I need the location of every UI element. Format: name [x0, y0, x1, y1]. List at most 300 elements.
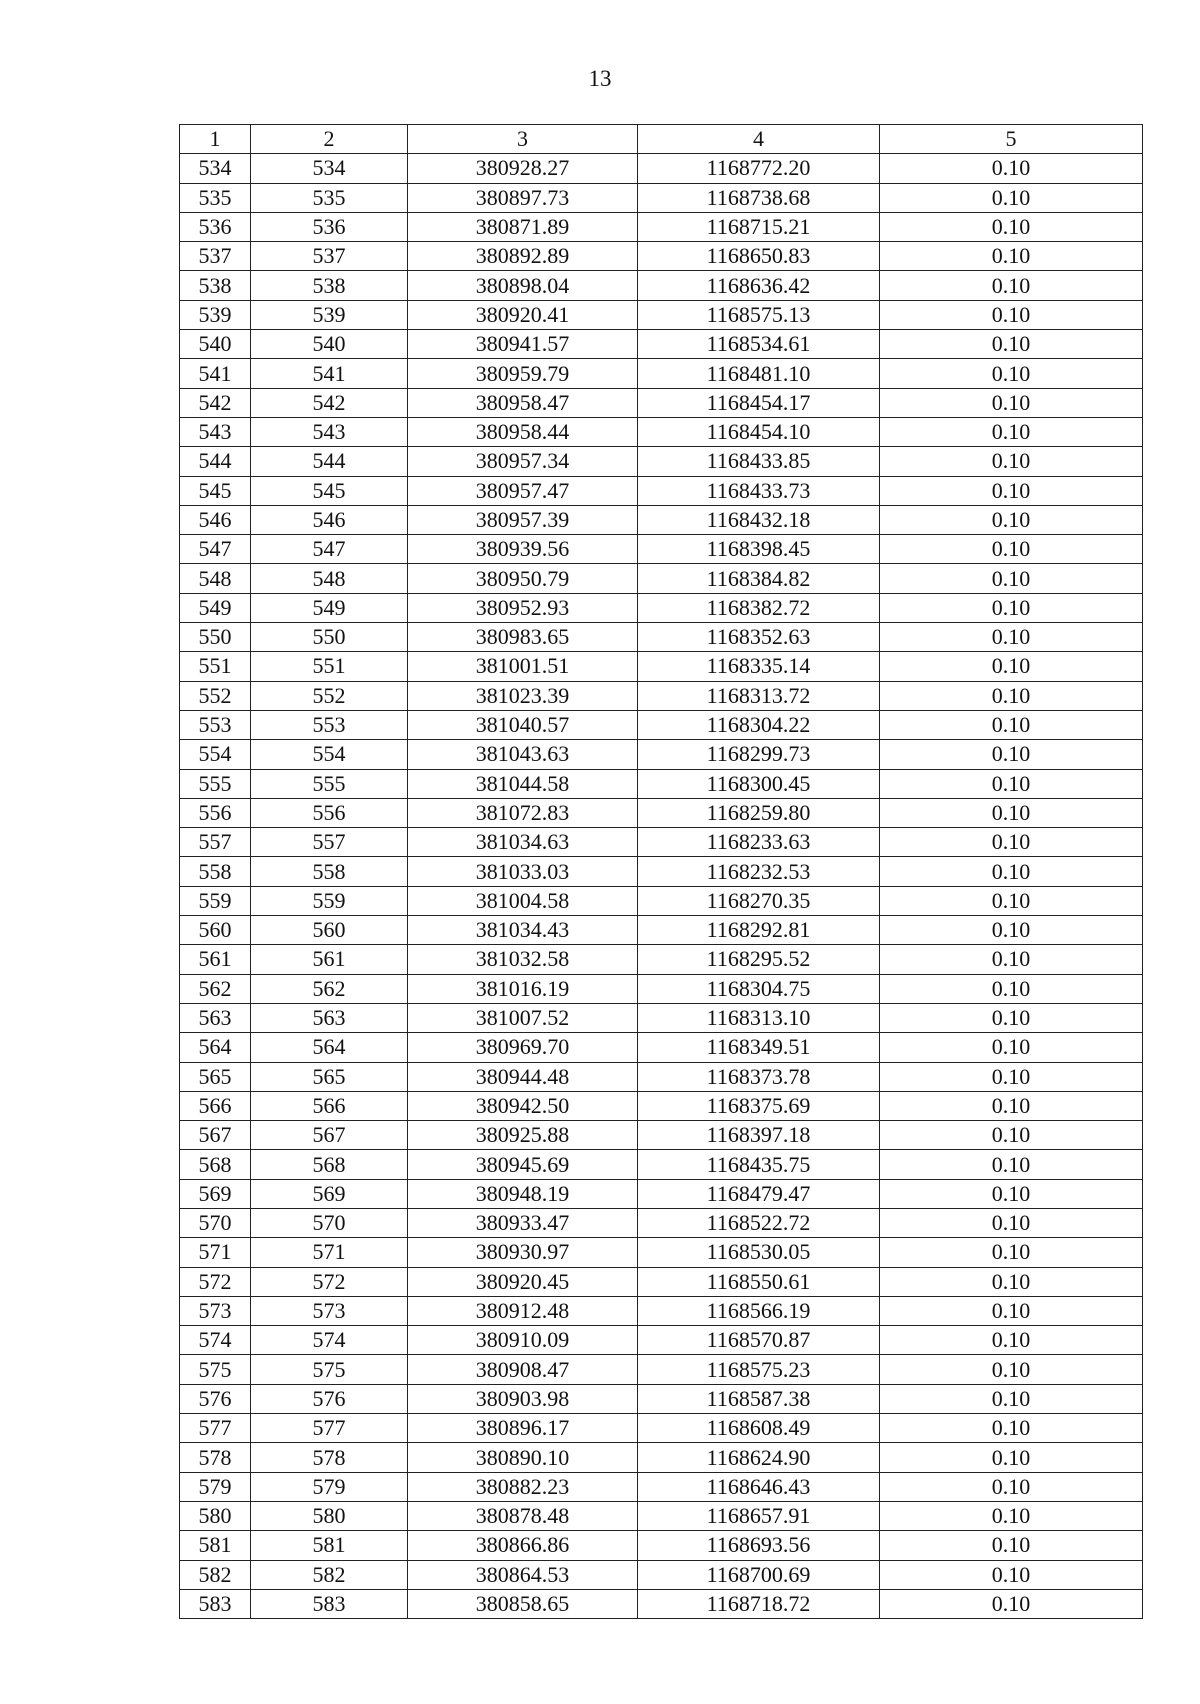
table-cell: 380878.48: [408, 1501, 638, 1530]
table-cell: 1168352.63: [638, 623, 880, 652]
table-cell: 381034.63: [408, 828, 638, 857]
table-cell: 1168299.73: [638, 740, 880, 769]
table-cell: 0.10: [880, 974, 1143, 1003]
table-row: [180, 476, 1143, 505]
table-row: [180, 623, 1143, 652]
table-cell: 380944.48: [408, 1062, 638, 1091]
table-cell: 1168636.42: [638, 271, 880, 300]
table-cell: 1168566.19: [638, 1296, 880, 1325]
table-cell: 559: [180, 886, 251, 915]
table-cell: 380908.47: [408, 1355, 638, 1384]
table-cell: 541: [180, 359, 251, 388]
table-cell: 578: [180, 1443, 251, 1472]
table-cell: 380925.88: [408, 1121, 638, 1150]
table-cell: 1168522.72: [638, 1208, 880, 1237]
table-cell: 1168530.05: [638, 1238, 880, 1267]
table-cell: 381043.63: [408, 740, 638, 769]
table-cell: 562: [180, 974, 251, 1003]
table-row: [180, 1355, 1143, 1384]
table-cell: 1168575.23: [638, 1355, 880, 1384]
table-row: [180, 154, 1143, 183]
table-cell: 560: [251, 916, 408, 945]
table-cell: 547: [251, 535, 408, 564]
table-cell: 1168481.10: [638, 359, 880, 388]
table-cell: 576: [180, 1384, 251, 1413]
table-row: [180, 798, 1143, 827]
table-row: [180, 1531, 1143, 1560]
table-cell: 1168738.68: [638, 183, 880, 212]
table-cell: 0.10: [880, 1560, 1143, 1589]
table-row: [180, 1091, 1143, 1120]
table-cell: 565: [251, 1062, 408, 1091]
table-cell: 559: [251, 886, 408, 915]
table-row: [180, 1208, 1143, 1237]
table-cell: 0.10: [880, 828, 1143, 857]
table-cell: 551: [180, 652, 251, 681]
column-header: 5: [880, 125, 1143, 154]
table-cell: 0.10: [880, 388, 1143, 417]
table-cell: 538: [251, 271, 408, 300]
table-cell: 0.10: [880, 564, 1143, 593]
table-row: [180, 300, 1143, 329]
table-cell: 550: [251, 623, 408, 652]
table-cell: 572: [180, 1267, 251, 1296]
table-cell: 0.10: [880, 359, 1143, 388]
table-row: [180, 652, 1143, 681]
table-cell: 579: [251, 1472, 408, 1501]
table-row: [180, 1179, 1143, 1208]
table-cell: 0.10: [880, 535, 1143, 564]
table-cell: 566: [180, 1091, 251, 1120]
table-cell: 546: [180, 505, 251, 534]
table-cell: 539: [251, 300, 408, 329]
table-cell: 563: [251, 1003, 408, 1032]
table-row: [180, 388, 1143, 417]
table-cell: 569: [251, 1179, 408, 1208]
table-row: [180, 1003, 1143, 1032]
table-cell: 577: [180, 1414, 251, 1443]
table-row: [180, 857, 1143, 886]
table-cell: 380957.47: [408, 476, 638, 505]
table-cell: 548: [180, 564, 251, 593]
table-cell: 1168313.10: [638, 1003, 880, 1032]
table-cell: 381032.58: [408, 945, 638, 974]
table-cell: 380950.79: [408, 564, 638, 593]
table-cell: 563: [180, 1003, 251, 1032]
table-cell: 380928.27: [408, 154, 638, 183]
table-cell: 552: [251, 681, 408, 710]
table-cell: 380948.19: [408, 1179, 638, 1208]
table-cell: 381072.83: [408, 798, 638, 827]
table-cell: 380957.39: [408, 505, 638, 534]
table-cell: 380890.10: [408, 1443, 638, 1472]
table-row: [180, 974, 1143, 1003]
table-cell: 1168608.49: [638, 1414, 880, 1443]
table-cell: 1168300.45: [638, 769, 880, 798]
table-cell: 580: [180, 1501, 251, 1530]
table-cell: 538: [180, 271, 251, 300]
table-row: [180, 1589, 1143, 1618]
table-cell: 574: [251, 1326, 408, 1355]
table-cell: 554: [180, 740, 251, 769]
table-row: [180, 916, 1143, 945]
table-cell: 577: [251, 1414, 408, 1443]
table-cell: 579: [180, 1472, 251, 1501]
table-row: [180, 828, 1143, 857]
table-cell: 575: [251, 1355, 408, 1384]
table-cell: 0.10: [880, 740, 1143, 769]
table-cell: 1168233.63: [638, 828, 880, 857]
table-cell: 1168295.52: [638, 945, 880, 974]
table-cell: 0.10: [880, 154, 1143, 183]
table-cell: 1168335.14: [638, 652, 880, 681]
table-cell: 380983.65: [408, 623, 638, 652]
table-cell: 381016.19: [408, 974, 638, 1003]
table-cell: 555: [180, 769, 251, 798]
table-cell: 0.10: [880, 330, 1143, 359]
table-cell: 580: [251, 1501, 408, 1530]
table-cell: 0.10: [880, 1033, 1143, 1062]
table-cell: 0.10: [880, 945, 1143, 974]
table-cell: 1168435.75: [638, 1150, 880, 1179]
table-cell: 1168382.72: [638, 593, 880, 622]
table-cell: 0.10: [880, 447, 1143, 476]
table-cell: 380903.98: [408, 1384, 638, 1413]
table-cell: 1168650.83: [638, 242, 880, 271]
table-cell: 553: [180, 710, 251, 739]
table-cell: 540: [251, 330, 408, 359]
table-cell: 569: [180, 1179, 251, 1208]
table-cell: 552: [180, 681, 251, 710]
table-row: [180, 1384, 1143, 1413]
table-cell: 0.10: [880, 1384, 1143, 1413]
table-cell: 0.10: [880, 769, 1143, 798]
table-cell: 0.10: [880, 857, 1143, 886]
table-cell: 1168270.35: [638, 886, 880, 915]
table-cell: 553: [251, 710, 408, 739]
table-row: [180, 564, 1143, 593]
table-cell: 0.10: [880, 593, 1143, 622]
table-row: [180, 886, 1143, 915]
table-cell: 549: [251, 593, 408, 622]
table-cell: 568: [180, 1150, 251, 1179]
table-cell: 0.10: [880, 242, 1143, 271]
table-cell: 0.10: [880, 271, 1143, 300]
table-cell: 1168700.69: [638, 1560, 880, 1589]
table-cell: 381004.58: [408, 886, 638, 915]
table-row: [180, 1150, 1143, 1179]
table-cell: 380957.34: [408, 447, 638, 476]
table-cell: 534: [251, 154, 408, 183]
table-cell: 1168304.75: [638, 974, 880, 1003]
table-row: [180, 769, 1143, 798]
table-cell: 380910.09: [408, 1326, 638, 1355]
table-cell: 0.10: [880, 1150, 1143, 1179]
table-cell: 581: [180, 1531, 251, 1560]
table-cell: 1168624.90: [638, 1443, 880, 1472]
table-cell: 566: [251, 1091, 408, 1120]
table-cell: 0.10: [880, 1003, 1143, 1032]
table-cell: 1168550.61: [638, 1267, 880, 1296]
table-cell: 556: [251, 798, 408, 827]
table-row: [180, 1501, 1143, 1530]
table-row: [180, 212, 1143, 241]
table-cell: 1168715.21: [638, 212, 880, 241]
table-cell: 380858.65: [408, 1589, 638, 1618]
table-cell: 535: [180, 183, 251, 212]
table-cell: 381034.43: [408, 916, 638, 945]
table-cell: 0.10: [880, 623, 1143, 652]
table-cell: 547: [180, 535, 251, 564]
table-cell: 381007.52: [408, 1003, 638, 1032]
table-cell: 380933.47: [408, 1208, 638, 1237]
table-cell: 380866.86: [408, 1531, 638, 1560]
table-cell: 0.10: [880, 1296, 1143, 1325]
table-cell: 0.10: [880, 1531, 1143, 1560]
table-cell: 0.10: [880, 476, 1143, 505]
table-cell: 1168693.56: [638, 1531, 880, 1560]
table-cell: 1168313.72: [638, 681, 880, 710]
table-cell: 561: [251, 945, 408, 974]
table-cell: 380896.17: [408, 1414, 638, 1443]
table-row: [180, 242, 1143, 271]
table-cell: 380958.47: [408, 388, 638, 417]
table-cell: 1168587.38: [638, 1384, 880, 1413]
page-number: 13: [588, 66, 612, 91]
column-header: 1: [180, 125, 251, 154]
table-cell: 1168259.80: [638, 798, 880, 827]
table-cell: 560: [180, 916, 251, 945]
table-cell: 542: [180, 388, 251, 417]
table-cell: 380920.41: [408, 300, 638, 329]
table-cell: 0.10: [880, 1355, 1143, 1384]
column-header: 2: [251, 125, 408, 154]
table-row: [180, 945, 1143, 974]
table-cell: 555: [251, 769, 408, 798]
table-cell: 558: [251, 857, 408, 886]
table-cell: 1168534.61: [638, 330, 880, 359]
table-cell: 0.10: [880, 1179, 1143, 1208]
table-cell: 550: [180, 623, 251, 652]
table-cell: 539: [180, 300, 251, 329]
table-row: [180, 1560, 1143, 1589]
table-cell: 537: [251, 242, 408, 271]
table-cell: 0.10: [880, 1121, 1143, 1150]
table-row: [180, 593, 1143, 622]
table-cell: 565: [180, 1062, 251, 1091]
table-row: [180, 710, 1143, 739]
table-row: [180, 447, 1143, 476]
table-cell: 0.10: [880, 652, 1143, 681]
table-cell: 380920.45: [408, 1267, 638, 1296]
table-cell: 380942.50: [408, 1091, 638, 1120]
table-cell: 1168657.91: [638, 1501, 880, 1530]
table-row: [180, 1121, 1143, 1150]
table-cell: 0.10: [880, 1443, 1143, 1472]
table-row: [180, 1267, 1143, 1296]
table-cell: 562: [251, 974, 408, 1003]
table-cell: 557: [251, 828, 408, 857]
table-cell: 381001.51: [408, 652, 638, 681]
table-cell: 541: [251, 359, 408, 388]
table-cell: 571: [251, 1238, 408, 1267]
table-cell: 1168292.81: [638, 916, 880, 945]
table-row: [180, 1326, 1143, 1355]
table-row: [180, 740, 1143, 769]
table-cell: 0.10: [880, 1501, 1143, 1530]
table-cell: 570: [251, 1208, 408, 1237]
table-cell: 0.10: [880, 681, 1143, 710]
table-cell: 574: [180, 1326, 251, 1355]
table-cell: 567: [180, 1121, 251, 1150]
table-cell: 1168570.87: [638, 1326, 880, 1355]
table-cell: 380892.89: [408, 242, 638, 271]
table-cell: 544: [251, 447, 408, 476]
table-cell: 567: [251, 1121, 408, 1150]
table-row: [180, 271, 1143, 300]
table-body: [180, 154, 1143, 1619]
table-cell: 548: [251, 564, 408, 593]
table-cell: 0.10: [880, 212, 1143, 241]
table-cell: 573: [180, 1296, 251, 1325]
table-cell: 381033.03: [408, 857, 638, 886]
table-cell: 536: [180, 212, 251, 241]
table-cell: 0.10: [880, 1208, 1143, 1237]
table-cell: 558: [180, 857, 251, 886]
table-cell: 1168454.17: [638, 388, 880, 417]
table-cell: 0.10: [880, 710, 1143, 739]
table-cell: 380871.89: [408, 212, 638, 241]
table-cell: 1168373.78: [638, 1062, 880, 1091]
table-cell: 545: [180, 476, 251, 505]
table-cell: 380939.56: [408, 535, 638, 564]
table-row: [180, 505, 1143, 534]
table-cell: 1168718.72: [638, 1589, 880, 1618]
table-row: [180, 1296, 1143, 1325]
table-row: [180, 330, 1143, 359]
table-cell: 1168349.51: [638, 1033, 880, 1062]
table-cell: 1168375.69: [638, 1091, 880, 1120]
table-cell: 380958.44: [408, 417, 638, 446]
table-cell: 0.10: [880, 183, 1143, 212]
table-cell: 570: [180, 1208, 251, 1237]
table-cell: 380930.97: [408, 1238, 638, 1267]
table-cell: 380941.57: [408, 330, 638, 359]
table-cell: 0.10: [880, 1472, 1143, 1501]
table-cell: 0.10: [880, 1414, 1143, 1443]
table-cell: 0.10: [880, 1326, 1143, 1355]
table-cell: 0.10: [880, 417, 1143, 446]
table-cell: 557: [180, 828, 251, 857]
table-cell: 534: [180, 154, 251, 183]
table-cell: 554: [251, 740, 408, 769]
table-cell: 1168646.43: [638, 1472, 880, 1501]
table-row: [180, 417, 1143, 446]
table-cell: 581: [251, 1531, 408, 1560]
table-row: [180, 1443, 1143, 1472]
table-row: [180, 359, 1143, 388]
table-cell: 543: [180, 417, 251, 446]
table-row: [180, 1238, 1143, 1267]
table-cell: 582: [180, 1560, 251, 1589]
table-cell: 1168772.20: [638, 154, 880, 183]
table-cell: 544: [180, 447, 251, 476]
table-cell: 0.10: [880, 1238, 1143, 1267]
table-cell: 536: [251, 212, 408, 241]
table-row: [180, 681, 1143, 710]
table-cell: 564: [180, 1033, 251, 1062]
table-cell: 381023.39: [408, 681, 638, 710]
table-cell: 575: [180, 1355, 251, 1384]
table-cell: 1168398.45: [638, 535, 880, 564]
table-cell: 573: [251, 1296, 408, 1325]
table-cell: 1168432.18: [638, 505, 880, 534]
table-cell: 380882.23: [408, 1472, 638, 1501]
column-header: 3: [408, 125, 638, 154]
table-cell: 571: [180, 1238, 251, 1267]
table-cell: 380969.70: [408, 1033, 638, 1062]
table-cell: 549: [180, 593, 251, 622]
table-cell: 1168575.13: [638, 300, 880, 329]
column-header: 4: [638, 125, 880, 154]
table-cell: 0.10: [880, 886, 1143, 915]
table-cell: 543: [251, 417, 408, 446]
table-cell: 0.10: [880, 1091, 1143, 1120]
table-cell: 1168454.10: [638, 417, 880, 446]
table-cell: 0.10: [880, 1589, 1143, 1618]
table-cell: 537: [180, 242, 251, 271]
table-cell: 380864.53: [408, 1560, 638, 1589]
table-header-row: [180, 125, 1143, 154]
table-cell: 568: [251, 1150, 408, 1179]
table-cell: 1168397.18: [638, 1121, 880, 1150]
table-cell: 540: [180, 330, 251, 359]
table-cell: 582: [251, 1560, 408, 1589]
table-cell: 1168304.22: [638, 710, 880, 739]
table-cell: 551: [251, 652, 408, 681]
table-cell: 535: [251, 183, 408, 212]
table-cell: 0.10: [880, 916, 1143, 945]
table-cell: 381040.57: [408, 710, 638, 739]
table-row: [180, 1062, 1143, 1091]
table-cell: 542: [251, 388, 408, 417]
table-cell: 1168433.73: [638, 476, 880, 505]
table-cell: 380912.48: [408, 1296, 638, 1325]
table-row: [180, 1472, 1143, 1501]
table-row: [180, 1033, 1143, 1062]
table-cell: 380959.79: [408, 359, 638, 388]
table-cell: 1168433.85: [638, 447, 880, 476]
table-cell: 564: [251, 1033, 408, 1062]
table-cell: 380898.04: [408, 271, 638, 300]
table-cell: 578: [251, 1443, 408, 1472]
table-cell: 583: [180, 1589, 251, 1618]
table-cell: 380945.69: [408, 1150, 638, 1179]
table-cell: 1168232.53: [638, 857, 880, 886]
table-cell: 583: [251, 1589, 408, 1618]
table-cell: 561: [180, 945, 251, 974]
table-row: [180, 183, 1143, 212]
table-cell: 556: [180, 798, 251, 827]
table-cell: 380897.73: [408, 183, 638, 212]
table-row: [180, 1414, 1143, 1443]
table-cell: 0.10: [880, 1267, 1143, 1296]
table-cell: 381044.58: [408, 769, 638, 798]
table-cell: 546: [251, 505, 408, 534]
table-cell: 1168479.47: [638, 1179, 880, 1208]
table-cell: 545: [251, 476, 408, 505]
table-cell: 0.10: [880, 798, 1143, 827]
